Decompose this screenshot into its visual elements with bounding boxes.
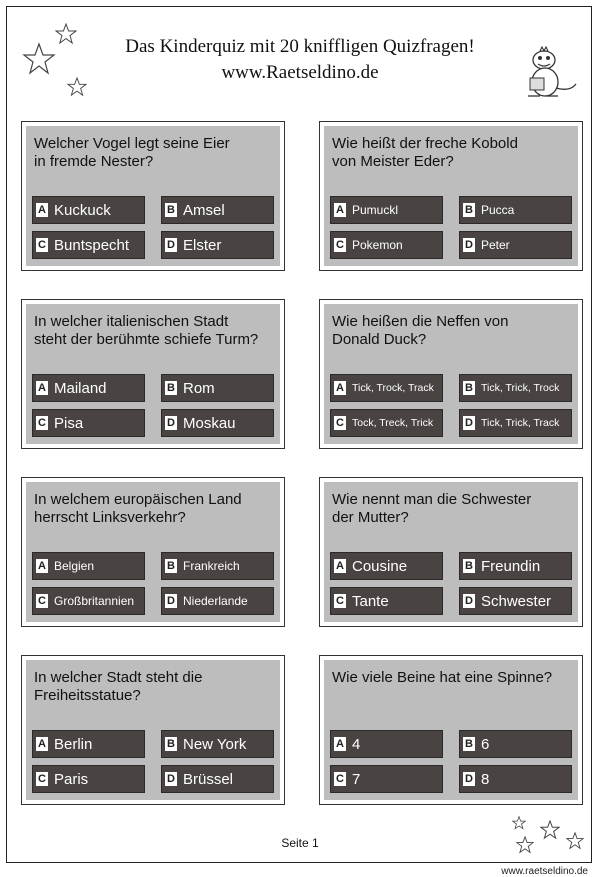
answer-text: Brüssel [183,770,234,788]
answer-text: Amsel [183,201,225,219]
star-icon [512,816,526,830]
question-text [34,491,274,527]
question-line: Wie heißen die Neffen von [332,313,509,330]
answer-option-d[interactable] [161,765,274,793]
answer-letter: D [165,594,177,608]
answer-option-a[interactable] [32,196,145,224]
question-text [332,669,572,687]
answer-text: Berlin [54,735,93,753]
answer-text: Großbritannien [54,594,135,608]
header-website: www.Raetseldino.de [221,62,379,83]
answer-text: Frankreich [183,559,240,573]
answer-text: Freundin [481,557,541,575]
answer-letter: D [165,238,177,252]
question-line: Donald Duck? [332,331,427,348]
answer-text: 8 [481,770,490,788]
answer-letter: B [463,737,475,751]
answer-option-c[interactable] [32,409,145,437]
quiz-card [21,655,285,805]
answer-text: Tick, Trock, Track [352,382,434,394]
answer-option-b[interactable] [459,552,572,580]
quiz-card-body [324,304,578,444]
quiz-card-body [26,660,280,800]
answer-letter: C [334,594,346,608]
answer-option-a[interactable] [330,552,443,580]
footer-website: www.raetseldino.de [501,866,588,877]
answer-letter: A [36,381,48,395]
answer-option-d[interactable] [459,409,572,437]
answer-option-a[interactable] [32,374,145,402]
answer-text: Kuckuck [54,201,111,219]
question-line: In welcher italienischen Stadt [34,313,229,330]
answer-text: Mailand [54,379,107,397]
answer-option-d[interactable] [161,231,274,259]
question-line: In welchem europäischen Land [34,491,242,508]
answer-option-b[interactable] [161,374,274,402]
question-text [34,669,274,705]
answer-option-c[interactable] [330,409,443,437]
answer-option-d[interactable] [459,765,572,793]
answer-text: Buntspecht [54,236,130,254]
quiz-card [21,299,285,449]
answer-letter: B [463,559,475,573]
answer-letter: A [334,559,346,573]
answer-option-c[interactable] [330,231,443,259]
answer-option-a[interactable] [32,552,145,580]
answer-option-c[interactable] [32,231,145,259]
question-line: steht der berühmte schiefe Turm? [34,331,259,348]
question-line: herrscht Linksverkehr? [34,509,186,526]
quiz-card [21,477,285,627]
answer-letter: C [36,772,48,786]
answer-text: Moskau [183,414,236,432]
question-line: von Meister Eder? [332,153,454,170]
answer-letter: D [165,772,177,786]
answer-letter: A [334,203,346,217]
answer-text: Paris [54,770,89,788]
answer-text: Pisa [54,414,84,432]
answer-option-c[interactable] [32,587,145,615]
answer-option-b[interactable] [161,552,274,580]
page-number: Seite 1 [281,836,319,850]
answer-text: Tick, Trick, Track [481,417,560,429]
question-text [34,135,274,171]
answer-letter: D [165,416,177,430]
answer-option-b[interactable] [459,196,572,224]
quiz-card-body [26,304,280,444]
quiz-card [319,121,583,271]
answer-text: Cousine [352,557,408,575]
answer-text: Peter [481,238,510,252]
answer-option-b[interactable] [459,730,572,758]
answer-text: Elster [183,236,222,254]
answer-option-a[interactable] [32,730,145,758]
answer-option-c[interactable] [330,587,443,615]
answer-text: Pokemon [352,238,403,252]
quiz-card-body [324,660,578,800]
answer-text: 7 [352,770,361,788]
question-line: Welcher Vogel legt seine Eier [34,135,230,152]
page-title: Das Kinderquiz mit 20 kniffligen Quizfragen! [125,36,475,57]
question-line: der Mutter? [332,509,409,526]
question-text [332,491,572,527]
quiz-card-body [324,482,578,622]
answer-letter: C [36,238,48,252]
answer-letter: B [463,203,475,217]
question-line: Freiheitsstatue? [34,687,141,704]
answer-option-b[interactable] [161,196,274,224]
answer-letter: A [334,381,346,395]
question-text [332,135,572,171]
answer-letter: A [36,559,48,573]
answer-letter: C [36,594,48,608]
answer-text: Tick, Trick, Trock [481,382,560,394]
question-text [34,313,274,349]
answer-letter: C [334,416,346,430]
answer-letter: B [165,381,177,395]
dinosaur-mascot-icon [518,46,580,108]
answer-text: Schwester [481,592,552,610]
answer-text: 6 [481,735,490,753]
question-line: in fremde Nester? [34,153,154,170]
answer-option-d[interactable] [161,587,274,615]
question-line: Wie nennt man die Schwester [332,491,532,508]
answer-option-c[interactable] [32,765,145,793]
question-line: Wie viele Beine hat eine Spinne? [332,669,553,686]
answer-letter: B [165,737,177,751]
answer-letter: B [165,559,177,573]
answer-letter: A [36,737,48,751]
answer-option-b[interactable] [161,730,274,758]
answer-text: Pumuckl [352,203,399,217]
answer-text: Niederlande [183,594,248,608]
answer-option-d[interactable] [161,409,274,437]
header [0,34,600,86]
answer-option-a[interactable] [330,196,443,224]
quiz-card-body [26,126,280,266]
answer-text: Tock, Treck, Trick [352,417,434,429]
quiz-card-body [26,482,280,622]
question-line: Wie heißt der freche Kobold [332,135,518,152]
answer-letter: C [334,772,346,786]
answer-text: Tante [352,592,389,610]
answer-letter: D [463,594,475,608]
answer-option-a[interactable] [330,374,443,402]
answer-letter: D [463,772,475,786]
answer-letter: A [334,737,346,751]
answer-letter: C [334,238,346,252]
quiz-card [319,477,583,627]
question-line: In welcher Stadt steht die [34,669,203,686]
answer-option-d[interactable] [459,587,572,615]
answer-text: Pucca [481,203,515,217]
quiz-card-body [324,126,578,266]
answer-option-c[interactable] [330,765,443,793]
answer-text: New York [183,735,247,753]
answer-text: Rom [183,379,215,397]
answer-option-a[interactable] [330,730,443,758]
answer-letter: D [463,238,475,252]
quiz-card [21,121,285,271]
answer-text: Belgien [54,559,95,573]
answer-letter: B [165,203,177,217]
answer-text: 4 [352,735,361,753]
question-text [332,313,572,349]
answer-letter: D [463,416,475,430]
quiz-card [319,299,583,449]
answer-letter: C [36,416,48,430]
answer-letter: A [36,203,48,217]
answer-option-b[interactable] [459,374,572,402]
answer-option-d[interactable] [459,231,572,259]
quiz-card [319,655,583,805]
answer-letter: B [463,381,475,395]
